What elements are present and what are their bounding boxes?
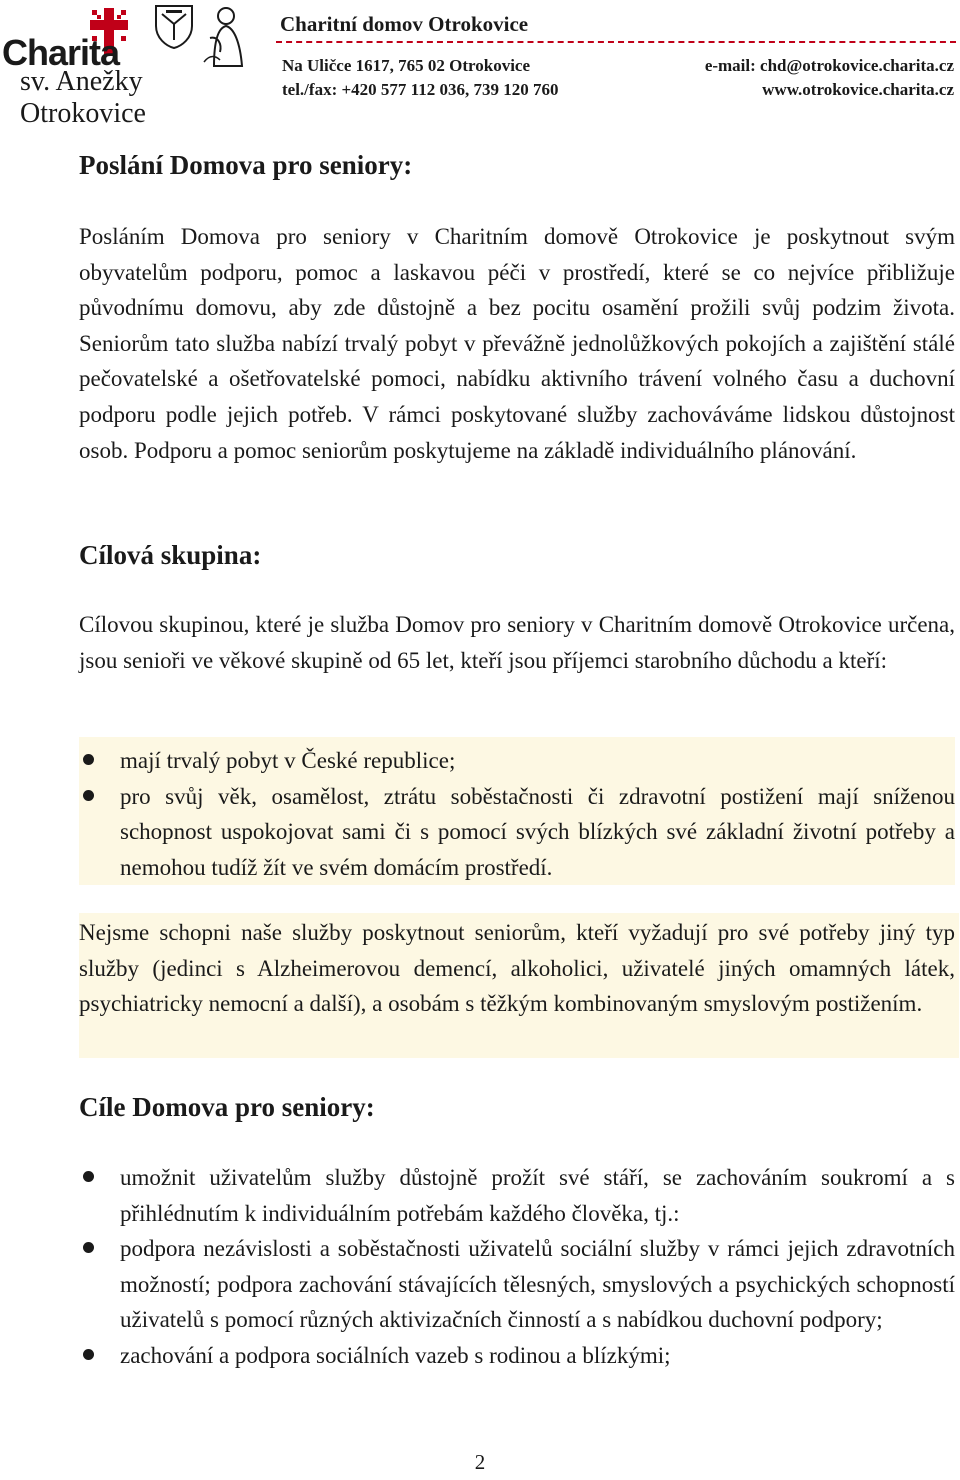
saint-agnes-figure-icon [200, 2, 248, 68]
header-divider [276, 41, 956, 43]
website-link[interactable]: www.otrokovice.charita.cz [762, 80, 954, 99]
page-number: 2 [474, 1450, 486, 1474]
mission-paragraph: Posláním Domova pro seniory v Charitním domově Otrokovice je poskytnout svým obyvatelům podporu, pomoc a laskavou péči v prostředí, které se co nejvíce přibližuje původnímu domovu, aby zde důstojně a bez pocitu osamění prožili svůj podzim života. Seniorům tato služba nabízí trvalý pobyt v převážně jednolůžkových pokojích a zajištění stálé pečovatelské a ošetřovatelské pomoci, nabídku aktivního trávení volného času a duchovní podporu podle jejich potřeb. V rámci poskytované služby zachováváme lidskou důstojnost osob. Podporu a pomoc seniorům poskytujeme na základě individuálního plánování. [79, 224, 955, 463]
target-group-heading: Cílová skupina: [79, 540, 262, 570]
phone-text: tel./fax: +420 577 112 036, 739 120 760 [282, 80, 559, 99]
bullet-icon [83, 1242, 94, 1253]
mission-heading: Poslání Domova pro seniory: [79, 150, 413, 180]
list-item: zachování a podpora sociálních vazeb s rodinou a blízkými; [79, 1338, 955, 1374]
target-group-list [79, 743, 955, 885]
bullet-icon [83, 1171, 94, 1182]
email-link[interactable]: e-mail: chd@otrokovice.charita.cz [704, 56, 954, 75]
list-item: umožnit uživatelům služby důstojně prožít své stáří, se zachováním soukromí a s přihlédnutím k individuálním potřebám každého člověka, tj.: [79, 1160, 955, 1231]
list-item: pro svůj věk, osamělost, ztrátu soběstačnosti či zdravotní postižení mají sníženou schopnost uspokojovat sami či s pomocí svých blízkých své základní životní potřeby a nemohou tudíž žít ve svém domácím prostředí. [79, 779, 955, 886]
bullet-icon [83, 790, 94, 801]
charita-logo [0, 0, 250, 129]
organization-title: Charitní domov Otrokovice [280, 12, 529, 36]
coat-of-arms-icon [150, 2, 198, 50]
list-item: mají trvalý pobyt v České republice; [79, 743, 955, 779]
list-item: podpora nezávislosti a soběstačnosti uživatelů sociální služby v rámci jejich zdravotních možností; podpora zachování stávajících tělesných, smyslových a psychických schopností uživatelů s pomocí různých aktivizačních činností a s nabídkou duchovní podpory; [79, 1231, 955, 1338]
logo-charita-text: Charita [2, 32, 120, 73]
bullet-icon [83, 1349, 94, 1360]
letterhead [0, 0, 960, 129]
target-group-paragraph: Cílovou skupinou, které je služba Domov pro seniory v Charitním domově Otrokovice určena, jsou senioři ve věkové skupině od 65 let, kteří jsou příjemci starobního důchodu a kteří: [79, 612, 955, 673]
logo-subtitle: sv. Anežky Otrokovice [20, 66, 146, 129]
address-text: Na Uličce 1617, 765 02 Otrokovice [282, 56, 531, 75]
bullet-icon [83, 754, 94, 765]
goals-list [79, 1160, 955, 1374]
exclusion-paragraph: Nejsme schopni naše služby poskytnout seniorům, kteří vyžadují pro své potřeby jiný typ služby (jedinci s Alzheimerovou demencí, alkoholici, uživatelé jiných omamných látek, psychiatricky nemocní a další), a osobám s těžkým kombinovaným smyslovým postižením. [79, 920, 955, 1017]
goals-heading: Cíle Domova pro seniory: [79, 1092, 375, 1122]
